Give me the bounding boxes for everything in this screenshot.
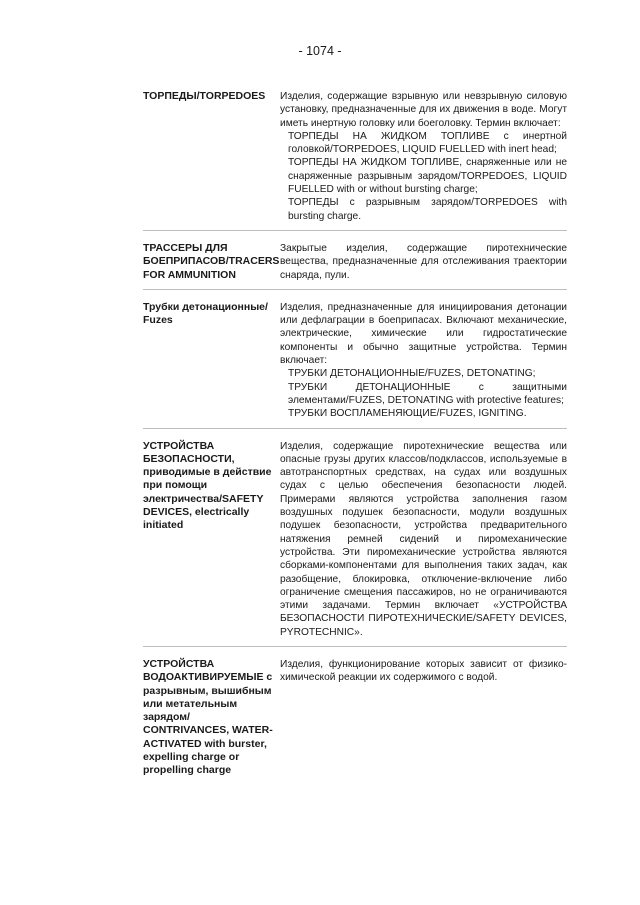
entry-definition-block (280, 301, 567, 421)
entry-definition-block (280, 440, 567, 639)
entry-definition-block (280, 658, 567, 778)
glossary-entry (143, 655, 567, 785)
entry-include-item: ТОРПЕДЫ НА ЖИДКОМ ТОПЛИВЕ с инертной головкой/TORPEDOES, LIQUID FUELLED with inert head; (288, 130, 567, 156)
entry-definition: Изделия, предназначенные для инициирования детонации или дефлаграции в боеприпасах. Включают механические, электрические, химические или гидростатические компоненты и обычно защитные устройства. Термин включает: (280, 301, 567, 367)
entry-definition: Изделия, функционирование которых зависит от физико-химической реакции их содержимого с водой. (280, 658, 567, 684)
page-number: - 1074 - (298, 44, 342, 58)
entry-include-item: ТРУБКИ ДЕТОНАЦИОННЫЕ/FUZES, DETONATING; (288, 368, 536, 380)
entry-definition: Изделия, содержащие взрывную или невзрывную силовую установку, предназначенные для их движения в воде. Могут иметь инертную головку или боеголовку. Термин включает: (280, 91, 567, 129)
entry-term: ТРАССЕРЫ ДЛЯ БОЕПРИПАСОВ/TRACERS FOR AMMUNITION (143, 241, 280, 281)
entry-definition-block (280, 242, 567, 282)
glossary-entry (143, 298, 567, 429)
entry-definition: Закрытые изделия, содержащие пиротехнические вещества, предназначенные для отслеживания траектории снаряда, пули. (280, 242, 567, 281)
entry-term: Трубки детонационные/ Fuzes (143, 300, 268, 327)
glossary-entry (143, 239, 567, 290)
entry-term: УСТРОЙСТВА БЕЗОПАСНОСТИ, приводимые в действие при помощи электричества/SAFETY DEVICES, electrically initiated (143, 439, 272, 532)
entry-include-item: ТРУБКИ ВОСПЛАМЕНЯЮЩИЕ/FUZES, IGNITING. (288, 408, 527, 420)
entry-definition-block (280, 90, 567, 223)
glossary-entry (143, 437, 567, 647)
entry-include-item: ТОРПЕДЫ с разрывным зарядом/TORPEDOES with bursting charge. (288, 197, 567, 222)
entry-term: ТОРПЕДЫ/TORPEDOES (143, 90, 266, 102)
entry-definition: Изделия, содержащие пиротехнические вещества или опасные грузы других классов/подклассов, используемые в автотранспортных средствах, на судах или воздушных судах с целью обеспечения безопасности людей. Примерами являются устройства заполнения газом воздушных подушек безопасности, модули воздушных подушек безопасности, устройства предварительного натяжения ремней сидений и пиромеханические устройства. Эти пиромеханические устройства являются сборками-компонентами для выполнения таких задач, как разобщение, блокировка, отключение-включение либо ограничение смещения пассажиров, но не ограничиваются этими задачами. Термин включает «УСТРОЙСТВА БЕЗОПАСНОСТИ ПИРОТЕХНИЧЕСКИЕ/SAFETY DEVICES, PYROTECHNIC». (280, 440, 567, 638)
entry-include-item: ТОРПЕДЫ НА ЖИДКОМ ТОПЛИВЕ, снаряженные или не снаряженные разрывным зарядом/TORPEDOES, LIQUID FUELLED with or without bursting charge; (288, 157, 567, 196)
entry-term: УСТРОЙСТВА ВОДОАКТИВИРУЕМЫЕ с разрывным, вышибным или метательным зарядом/ CONTRIVANCES, WATER- ACTIVATED with burster, expelling charge or propelling charge (143, 657, 273, 777)
glossary-table (143, 87, 567, 785)
entry-include-item: ТРУБКИ ДЕТОНАЦИОННЫЕ с защитными элементами/FUZES, DETONATING with protective features; (288, 381, 567, 406)
glossary-entry (143, 87, 567, 231)
